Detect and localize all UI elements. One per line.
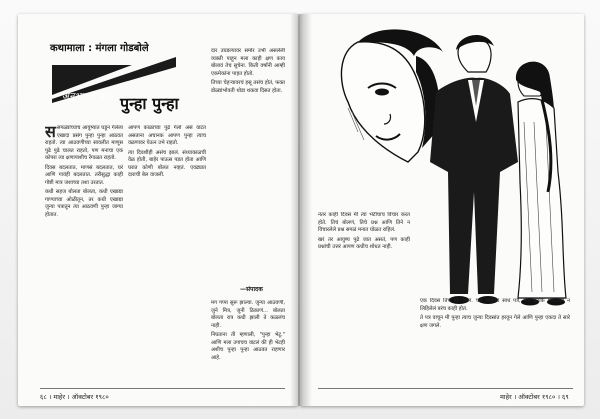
drop-cap: स xyxy=(45,125,56,141)
paragraph: तिच्या चेहऱ्यावरचं हसू तसंच होतं, फक्त डोळ्यांभोवती थोडा थकवा दिसत होता. xyxy=(211,80,285,94)
left-column-2 xyxy=(128,125,206,343)
paragraph: आपण काळाच्या पुढे गेलो असं वाटत असताना अचानक आपण पुन्हा त्याच वळणावर येऊन उभे राहतो. xyxy=(128,125,206,146)
paragraph: सगळ्यांच्याच आयुष्यात घडून गेलेला एखादा प्रसंग पुन्हा पुन्हा आठवत राहतो. त्या आठवणीच्या सावलीत माणूस पुढे पुढे चालत राहतो, पण मनाचा एक कोपरा त्या क्षणापाशीच रेंगाळत राहतो. xyxy=(45,125,123,161)
signoff: —संपादक xyxy=(240,286,263,293)
series-banner-text: अनुभवाचे बोल xyxy=(62,92,114,102)
page-folio-left: ६८ । माहेर । ऑक्टोबर १९८० xyxy=(40,393,109,401)
paragraph: एक दिवस तिचं पत्र आलं. चार ओळींचं साधं पत्र, पण प्रत्येक शब्दामागे न लिहिलेलं बरंच काही होतं. xyxy=(420,298,570,312)
left-column-3 xyxy=(211,48,285,276)
footer-rule-left xyxy=(40,388,285,389)
right-column-2 xyxy=(420,298,570,382)
paragraph: मग गप्पा सुरू झाल्या. जुन्या आठवणी, जुने मित्र, जुनी ठिकाणं... बोलता बोलता रात्र कधी झाली ते कळलंच नाही. xyxy=(211,300,285,329)
footer-rule-right xyxy=(318,388,573,389)
story-title: पुन्हा पुन्हा xyxy=(120,94,179,113)
page-folio-right: माहेर । ऑक्टोबर १९८० । ६९ xyxy=(500,393,569,401)
paragraph: दिवस बदलतात, माणसं बदलतात, घरं आणि गावंही बदलतात. तरीसुद्धा काही गोष्टी मात्र जशाच्या तशा उरतात. xyxy=(45,164,123,186)
paragraph: नंतर काही दिवस मी त्या भेटीचाच विचार करत होते. तिचं बोलणं, तिचे प्रश्न आणि तिने न विचारलेले प्रश्न सगळं मनात घोळत राहिलं. xyxy=(318,212,410,233)
left-column-1 xyxy=(45,125,123,343)
woman-face-drawing xyxy=(341,29,443,162)
man-figure-drawing xyxy=(430,35,518,304)
paragraph: खरं तर आयुष्य पुढे जात असतं, पण काही प्रश्नांची उत्तरं आपण कधीच शोधत नाही. xyxy=(318,236,410,250)
left-column-4 xyxy=(211,300,285,380)
section-label: कथामाला : मंगला गोडबोले xyxy=(50,43,149,54)
woman-saree-drawing xyxy=(516,62,566,306)
paragraph: ते पत्र वाचून मी पुन्हा त्याच जुन्या दिवसांत हरवून गेले आणि पुन्हा एकदा ते सारे क्षण जगले. xyxy=(420,315,570,329)
paragraph: त्या दिवशीही असंच झालं. संध्याकाळची वेळ होती, बाहेर पाऊस पडत होता आणि घरात कोणी बोलत नव्हतं. एवढ्यात दाराची बेल वाजली. xyxy=(128,149,206,178)
paragraph: निघताना ती म्हणाली, "पुन्हा भेटू." आणि मला उगाचच वाटलं की ही भेटही अशीच पुन्हा पुन्हा आठवत राहणार आहे. xyxy=(211,332,285,361)
right-column-1 xyxy=(318,212,410,382)
paragraph: दार उघडल्यावर समोर उभी असलेली व्यक्ती पाहून मला काही क्षण काय बोलावं तेच सुचेना. किती वर्षांनी आम्ही एकमेकांना पाहत होतो. xyxy=(211,48,285,77)
paragraph: कधी सहज बोलता बोलता, कधी एखाद्या गाण्याच्या ओळीतून, तर कधी एखाद्या जुन्या पत्रातून त्या आठवणी पुन्हा जाग्या होतात. xyxy=(45,189,123,218)
